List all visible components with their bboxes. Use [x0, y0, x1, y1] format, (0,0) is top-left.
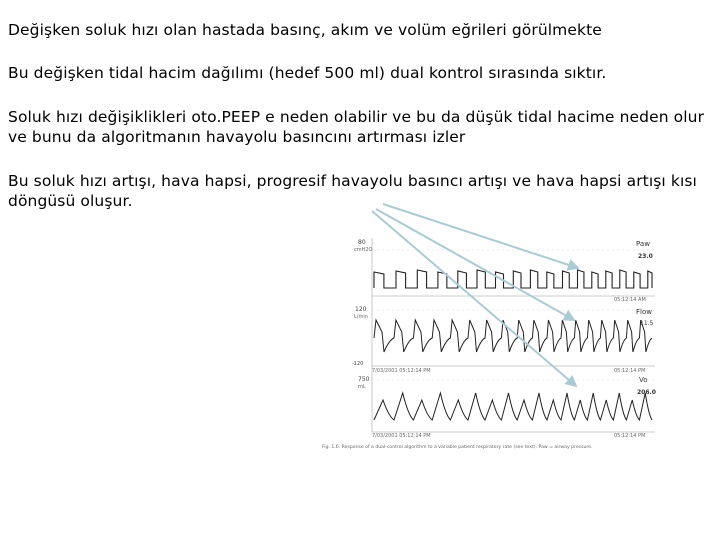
- vol-ymax: 750: [358, 376, 370, 383]
- arrow-to-pressure: [383, 204, 578, 268]
- annotation-arrows: [372, 204, 578, 386]
- paragraph-2: Bu değişken tidal hacim dağılımı (hedef 500 ml) dual kontrol sırasında sıktır.: [8, 64, 607, 82]
- waveform-gridlines: [372, 250, 655, 380]
- vol-unit: mL: [358, 384, 366, 390]
- vol-timestamp-right: 05:12:14 PM: [614, 433, 646, 439]
- paragraph-4: Bu soluk hızı artışı, hava hapsi, progresif havayolu basıncı artışı ve hava hapsi artışı kısı döngüsü oluşur.: [8, 172, 697, 210]
- figure-caption: Fig. 1.6. Response of a dual-control algorithm to a variable patient respiratory rate (see text). Paw = airway pressure.: [322, 445, 593, 450]
- paw-value: 23.0: [638, 253, 653, 260]
- waveform-frames: [372, 238, 655, 432]
- paw-timestamp: 05:12:14 AM: [614, 297, 646, 303]
- arrow-to-volume: [372, 211, 576, 386]
- flow-unit: L/min: [354, 314, 368, 320]
- paragraph-1: Değişken soluk hızı olan hastada basınç, akım ve volüm eğrileri görülmekte: [8, 21, 602, 39]
- flow-value: 11.5: [640, 320, 654, 327]
- paragraph-3: Soluk hızı değişiklikleri oto.PEEP e neden olabilir ve bu da düşük tidal hacime neden olur ve bunu da algoritmanın havayolu basıncını artırması izler: [8, 108, 705, 146]
- flow-trace: [374, 320, 652, 352]
- vol-value: 206.0: [637, 389, 656, 396]
- flow-timestamp-left: 7/03/2001 05:12:14 PM: [372, 368, 431, 374]
- flow-ymax: 120: [355, 306, 367, 313]
- arrow-to-flow: [376, 209, 574, 320]
- vol-label: Vo: [639, 376, 648, 384]
- flow-label: Flow: [636, 308, 652, 316]
- paw-ymax: 80: [358, 239, 366, 246]
- paw-label: Paw: [636, 240, 650, 248]
- paw-unit: cmH2O: [354, 247, 373, 253]
- volume-trace: [374, 393, 652, 420]
- vol-timestamp-left: 7/03/2001 05:12:14 PM: [372, 433, 431, 439]
- flow-timestamp-right: 05:12:14 PM: [614, 368, 646, 374]
- flow-ymin: -120: [352, 361, 364, 367]
